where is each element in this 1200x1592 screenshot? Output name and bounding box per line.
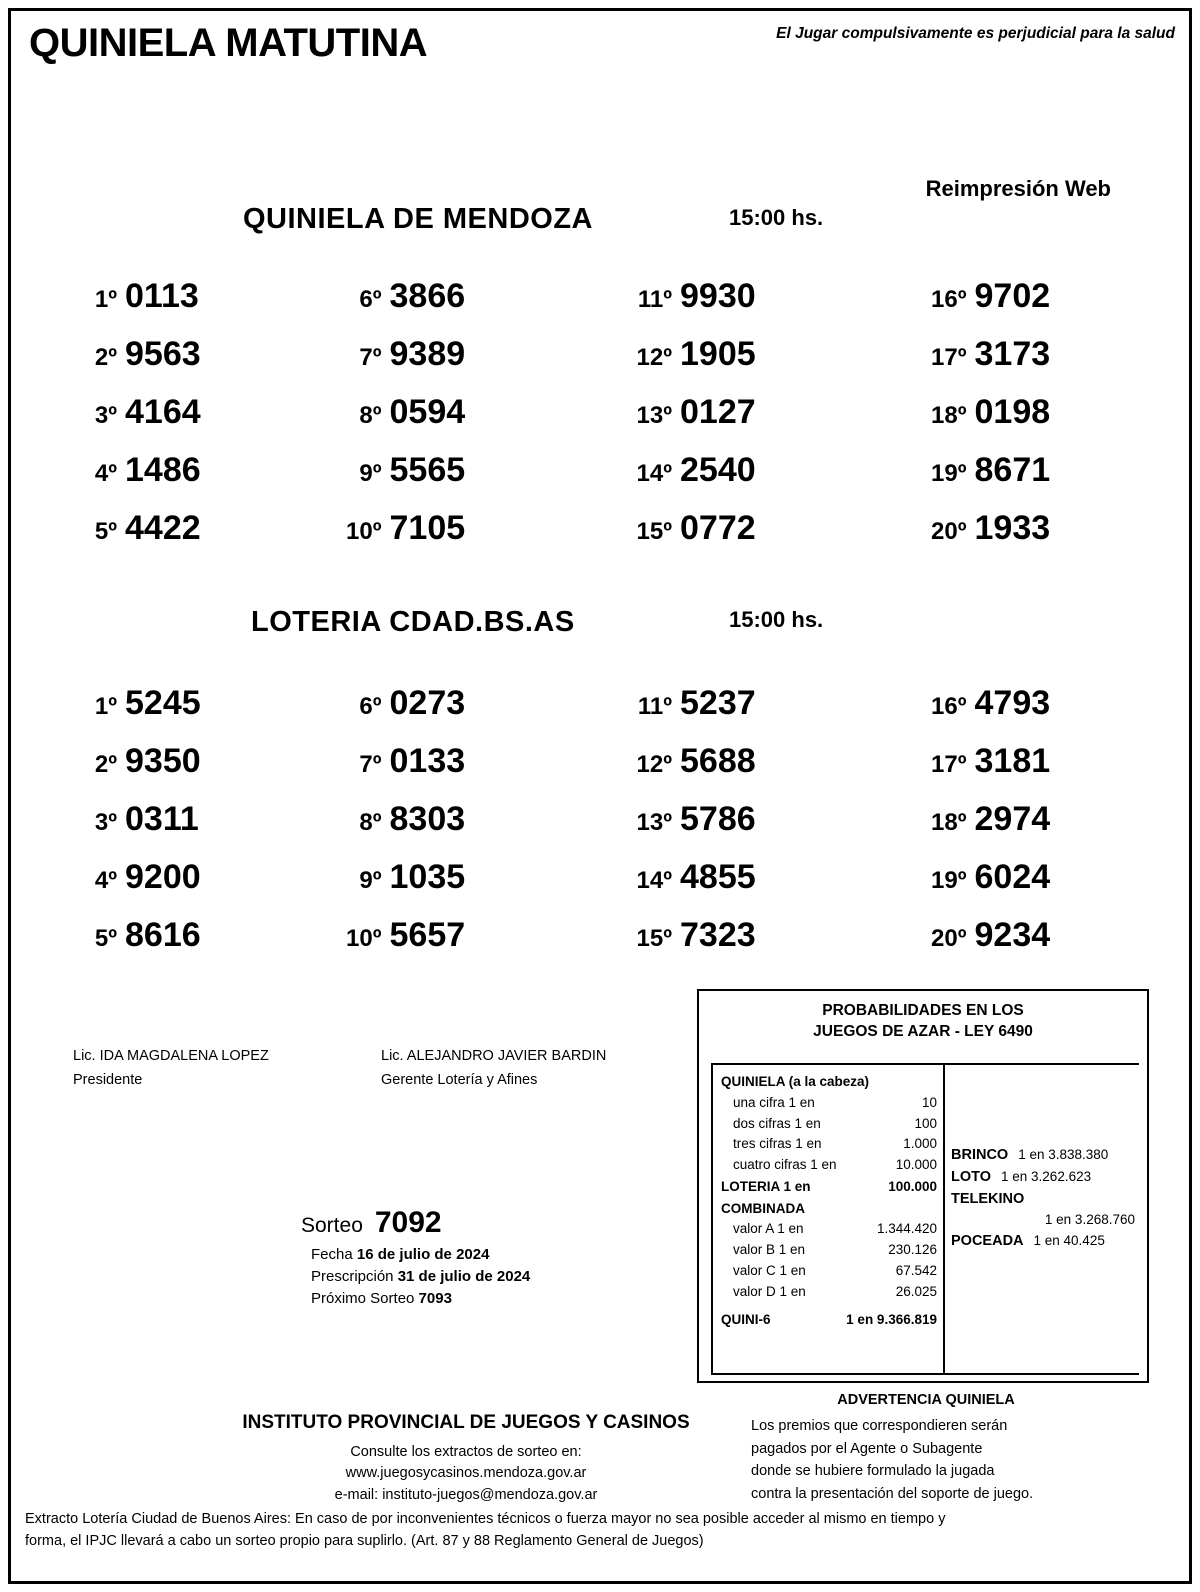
result-position: 20º: [931, 518, 967, 545]
gambling-warning: El Jugar compulsivamente es perjudicial para la salud: [776, 25, 1175, 42]
result-number: 9389: [389, 335, 466, 373]
result-cell: [306, 800, 601, 858]
probability-value: 1.000: [903, 1136, 937, 1152]
result-position: 8º: [359, 402, 382, 429]
result-cell: [895, 800, 1190, 858]
result-position: 14º: [636, 867, 672, 894]
result-number: 0133: [389, 742, 466, 780]
result-cell: [306, 509, 601, 567]
result-number: 4164: [125, 393, 201, 431]
result-cell: [600, 451, 895, 509]
probabilities-title: [699, 991, 1147, 1043]
sorteo-prescripcion-label: Prescripción: [311, 1268, 394, 1285]
sorteo-proximo-value: 7093: [418, 1290, 452, 1307]
quiniela-head: QUINIELA (a la cabeza): [721, 1074, 870, 1089]
other-game-name: POCEADA: [951, 1232, 1024, 1249]
sorteo-prescripcion-value: 31 de julio de 2024: [397, 1268, 531, 1285]
other-game-row: [951, 1167, 1135, 1189]
result-cell: [895, 509, 1190, 567]
result-number: 0113: [125, 277, 199, 315]
result-number: 0273: [389, 684, 466, 722]
result-number: 4422: [125, 509, 201, 547]
result-number: 7105: [389, 509, 466, 547]
result-position: 15º: [636, 925, 672, 952]
result-position: 5º: [94, 518, 117, 545]
institute-email[interactable]: e-mail: instituto-juegos@mendoza.gov.ar: [334, 1487, 598, 1503]
result-cell: [306, 393, 601, 451]
result-number: 3181: [974, 742, 1051, 780]
other-game-row: [951, 1231, 1135, 1253]
result-number: 5245: [125, 684, 201, 722]
result-cell: [895, 858, 1190, 916]
draw-time-mendoza: 15:00 hs.: [729, 205, 824, 230]
quini6-label: QUINI-6: [721, 1312, 771, 1328]
result-number: 2974: [974, 800, 1051, 838]
sorteo-fecha: [301, 1246, 530, 1263]
result-position: 2º: [94, 751, 117, 778]
draw-title-bsas: LOTERIA CDAD.BS.AS: [251, 606, 575, 638]
probabilities-title-line1: PROBABILIDADES EN LOS: [822, 1002, 1024, 1019]
sorteo-proximo: [301, 1290, 530, 1307]
result-position: 18º: [931, 402, 967, 429]
result-cell: [306, 858, 601, 916]
loteria-label: LOTERIA 1 en: [721, 1179, 811, 1195]
advertencia-line3: donde se hubiere formulado la jugada: [751, 1463, 995, 1480]
signature-president: [73, 1048, 269, 1088]
combinada-head: COMBINADA: [721, 1200, 805, 1216]
probability-value: 100: [914, 1115, 937, 1131]
result-cell: [600, 858, 895, 916]
result-cell: [895, 335, 1190, 393]
result-cell: [11, 277, 306, 335]
result-position: 20º: [931, 925, 967, 952]
result-position: 7º: [359, 751, 382, 778]
result-position: 5º: [94, 925, 117, 952]
probability-row: [721, 1219, 937, 1240]
result-position: 3º: [94, 809, 117, 836]
probability-value: 10.000: [895, 1157, 937, 1173]
advertencia-title: ADVERTENCIA QUINIELA: [837, 1392, 1015, 1408]
signature-name: Lic. IDA MAGDALENA LOPEZ: [73, 1048, 269, 1064]
result-position: 17º: [931, 751, 967, 778]
advertencia-block: [751, 1389, 1101, 1505]
result-position: 6º: [359, 693, 382, 720]
result-number: 5237: [680, 684, 756, 722]
footer-note: [25, 1509, 1175, 1553]
institute-title: INSTITUTO PROVINCIAL DE JUEGOS Y CASINOS: [242, 1412, 690, 1433]
result-cell: [11, 393, 306, 451]
result-position: 19º: [931, 867, 967, 894]
result-cell: [895, 742, 1190, 800]
result-cell: [306, 742, 601, 800]
result-position: 15º: [636, 518, 672, 545]
sorteo-prescripcion: [301, 1268, 530, 1285]
sorteo-number: 7092: [374, 1206, 442, 1239]
advertencia-line2: pagados por el Agente o Subagente: [751, 1440, 983, 1457]
result-cell: [306, 277, 601, 335]
probability-label: valor B 1 en: [733, 1242, 806, 1258]
result-cell: [306, 916, 601, 974]
probability-row: [721, 1261, 937, 1282]
result-cell: [600, 800, 895, 858]
result-cell: [306, 684, 601, 742]
sorteo-proximo-label: Próximo Sorteo: [311, 1290, 415, 1307]
result-position: 18º: [931, 809, 967, 836]
result-number: 4855: [680, 858, 756, 896]
result-position: 2º: [94, 344, 117, 371]
result-cell: [895, 277, 1190, 335]
signature-role: Gerente Lotería y Afines: [381, 1072, 538, 1088]
result-number: 8671: [974, 451, 1051, 489]
result-number: 5688: [680, 742, 756, 780]
result-number: 6024: [974, 858, 1051, 896]
probability-value: 1.344.420: [876, 1221, 937, 1237]
sorteo-fecha-value: 16 de julio de 2024: [356, 1246, 490, 1263]
extract-document: [8, 8, 1192, 1584]
other-game-value: 1 en 3.262.623: [1001, 1168, 1092, 1184]
result-cell: [600, 335, 895, 393]
result-position: 6º: [359, 286, 382, 313]
probability-row: [721, 1134, 937, 1155]
quini6-row: [721, 1309, 937, 1331]
other-game-row: [951, 1189, 1135, 1231]
advertencia-line4: contra la presentación del soporte de juego.: [751, 1485, 1034, 1502]
result-cell: [11, 684, 306, 742]
other-game-name: TELEKINO: [951, 1190, 1025, 1207]
result-cell: [11, 742, 306, 800]
quini6-value: 1 en 9.366.819: [846, 1312, 937, 1328]
result-position: 19º: [931, 460, 967, 487]
result-cell: [600, 916, 895, 974]
result-number: 1933: [974, 509, 1051, 547]
result-position: 3º: [94, 402, 117, 429]
other-game-value: 1 en 3.838.380: [1018, 1147, 1109, 1162]
probability-value: 10: [921, 1094, 937, 1110]
result-position: 11º: [637, 286, 672, 313]
results-grid-mendoza: [11, 277, 1189, 567]
result-position: 10º: [346, 925, 382, 952]
result-cell: [11, 335, 306, 393]
result-cell: [11, 858, 306, 916]
probability-row: [721, 1093, 937, 1114]
result-number: 5786: [680, 800, 756, 838]
signature-name: Lic. ALEJANDRO JAVIER BARDIN: [381, 1048, 607, 1064]
signature-role: Presidente: [73, 1072, 143, 1088]
result-cell: [895, 393, 1190, 451]
result-number: 5565: [389, 451, 466, 489]
institute-line1: Consulte los extractos de sorteo en:: [350, 1443, 582, 1460]
result-position: 12º: [636, 751, 672, 778]
result-cell: [600, 277, 895, 335]
result-position: 10º: [346, 518, 382, 545]
probabilities-title-line2: JUEGOS DE AZAR - LEY 6490: [813, 1022, 1033, 1040]
result-position: 7º: [359, 344, 382, 371]
result-cell: [11, 509, 306, 567]
result-cell: [306, 451, 601, 509]
result-number: 5657: [389, 916, 466, 954]
result-position: 11º: [637, 693, 672, 720]
signature-manager: [381, 1048, 606, 1088]
footer-line2: forma, el IPJC llevará a cabo un sorteo propio para suplirlo. (Art. 87 y 88 Reglamento General de Juegos): [25, 1532, 704, 1549]
results-grid-bsas: [11, 684, 1189, 974]
probability-label: valor C 1 en: [733, 1263, 806, 1279]
result-position: 9º: [359, 867, 382, 894]
loteria-row: [721, 1176, 937, 1198]
result-number: 0127: [680, 393, 756, 431]
result-cell: [895, 684, 1190, 742]
institute-website[interactable]: www.juegosycasinos.mendoza.gov.ar: [345, 1465, 587, 1482]
result-number: 9350: [125, 742, 201, 780]
probability-row: [721, 1114, 937, 1135]
result-cell: [11, 916, 306, 974]
result-position: 17º: [931, 344, 967, 371]
probability-label: cuatro cifras 1 en: [733, 1157, 837, 1173]
result-position: 4º: [94, 460, 117, 487]
result-number: 0311: [125, 800, 199, 838]
result-position: 1º: [94, 286, 117, 313]
other-game-row: [951, 1145, 1135, 1167]
result-position: 13º: [636, 402, 672, 429]
advertencia-line1: Los premios que correspondieren serán: [751, 1418, 1008, 1435]
probability-label: dos cifras 1 en: [733, 1115, 821, 1131]
probability-label: tres cifras 1 en: [733, 1136, 822, 1152]
other-game-value: 1 en 40.425: [1033, 1232, 1105, 1248]
other-game-name: LOTO: [951, 1168, 992, 1185]
result-position: 8º: [359, 809, 382, 836]
result-number: 1035: [389, 858, 466, 896]
result-cell: [895, 916, 1190, 974]
result-number: 9930: [680, 277, 756, 315]
result-number: 0772: [680, 509, 756, 547]
result-position: 16º: [931, 693, 967, 720]
probability-row: [721, 1155, 937, 1176]
loteria-value: 100.000: [888, 1179, 937, 1195]
probability-value: 26.025: [895, 1284, 937, 1300]
draw-time-bsas: 15:00 hs.: [729, 607, 824, 632]
sorteo-block: [301, 1206, 530, 1312]
result-number: 1486: [125, 451, 201, 489]
result-cell: [306, 335, 601, 393]
result-position: 9º: [359, 460, 382, 487]
result-number: 3866: [389, 277, 466, 315]
result-number: 4793: [974, 684, 1051, 722]
probabilities-left-column: [713, 1065, 945, 1373]
probability-row: [721, 1240, 937, 1261]
probabilities-right-column: [945, 1065, 1139, 1373]
probabilities-box: [697, 989, 1149, 1383]
probability-label: valor D 1 en: [733, 1284, 806, 1300]
result-number: 7323: [680, 916, 756, 954]
result-number: 0198: [974, 393, 1051, 431]
result-number: 8303: [389, 800, 466, 838]
result-cell: [11, 451, 306, 509]
result-cell: [600, 393, 895, 451]
sorteo-fecha-label: Fecha: [311, 1246, 353, 1263]
result-position: 16º: [931, 286, 967, 313]
probability-label: valor A 1 en: [733, 1221, 804, 1237]
result-number: 9200: [125, 858, 201, 896]
result-number: 2540: [680, 451, 756, 489]
result-position: 14º: [636, 460, 672, 487]
result-position: 12º: [636, 344, 672, 371]
probability-label: una cifra 1 en: [733, 1094, 815, 1110]
draw-title-mendoza: QUINIELA DE MENDOZA: [243, 203, 593, 235]
result-position: 1º: [94, 693, 117, 720]
page-title: QUINIELA MATUTINA: [29, 21, 428, 65]
result-cell: [600, 742, 895, 800]
result-position: 13º: [636, 809, 672, 836]
result-number: 0594: [389, 393, 466, 431]
other-game-value: 1 en 3.268.760: [1044, 1212, 1135, 1228]
result-number: 9563: [125, 335, 201, 373]
reprint-label: Reimpresión Web: [925, 176, 1111, 201]
probability-value: 230.126: [888, 1242, 937, 1258]
result-cell: [600, 684, 895, 742]
result-cell: [11, 800, 306, 858]
sorteo-label: Sorteo: [301, 1214, 363, 1237]
other-game-name: BRINCO: [951, 1147, 1009, 1163]
result-cell: [895, 451, 1190, 509]
probability-row: [721, 1282, 937, 1303]
result-number: 9702: [974, 277, 1051, 315]
institute-block: [226, 1409, 706, 1507]
result-number: 3173: [974, 335, 1051, 373]
result-cell: [600, 509, 895, 567]
result-position: 4º: [94, 867, 117, 894]
result-number: 1905: [680, 335, 756, 373]
probability-value: 67.542: [895, 1263, 937, 1279]
footer-line1: Extracto Lotería Ciudad de Buenos Aires: En caso de por inconvenientes técnicos o fuerza mayor no sea posible acceder al mismo en tiempo y: [25, 1511, 946, 1527]
result-number: 8616: [125, 916, 201, 954]
result-number: 9234: [974, 916, 1051, 954]
